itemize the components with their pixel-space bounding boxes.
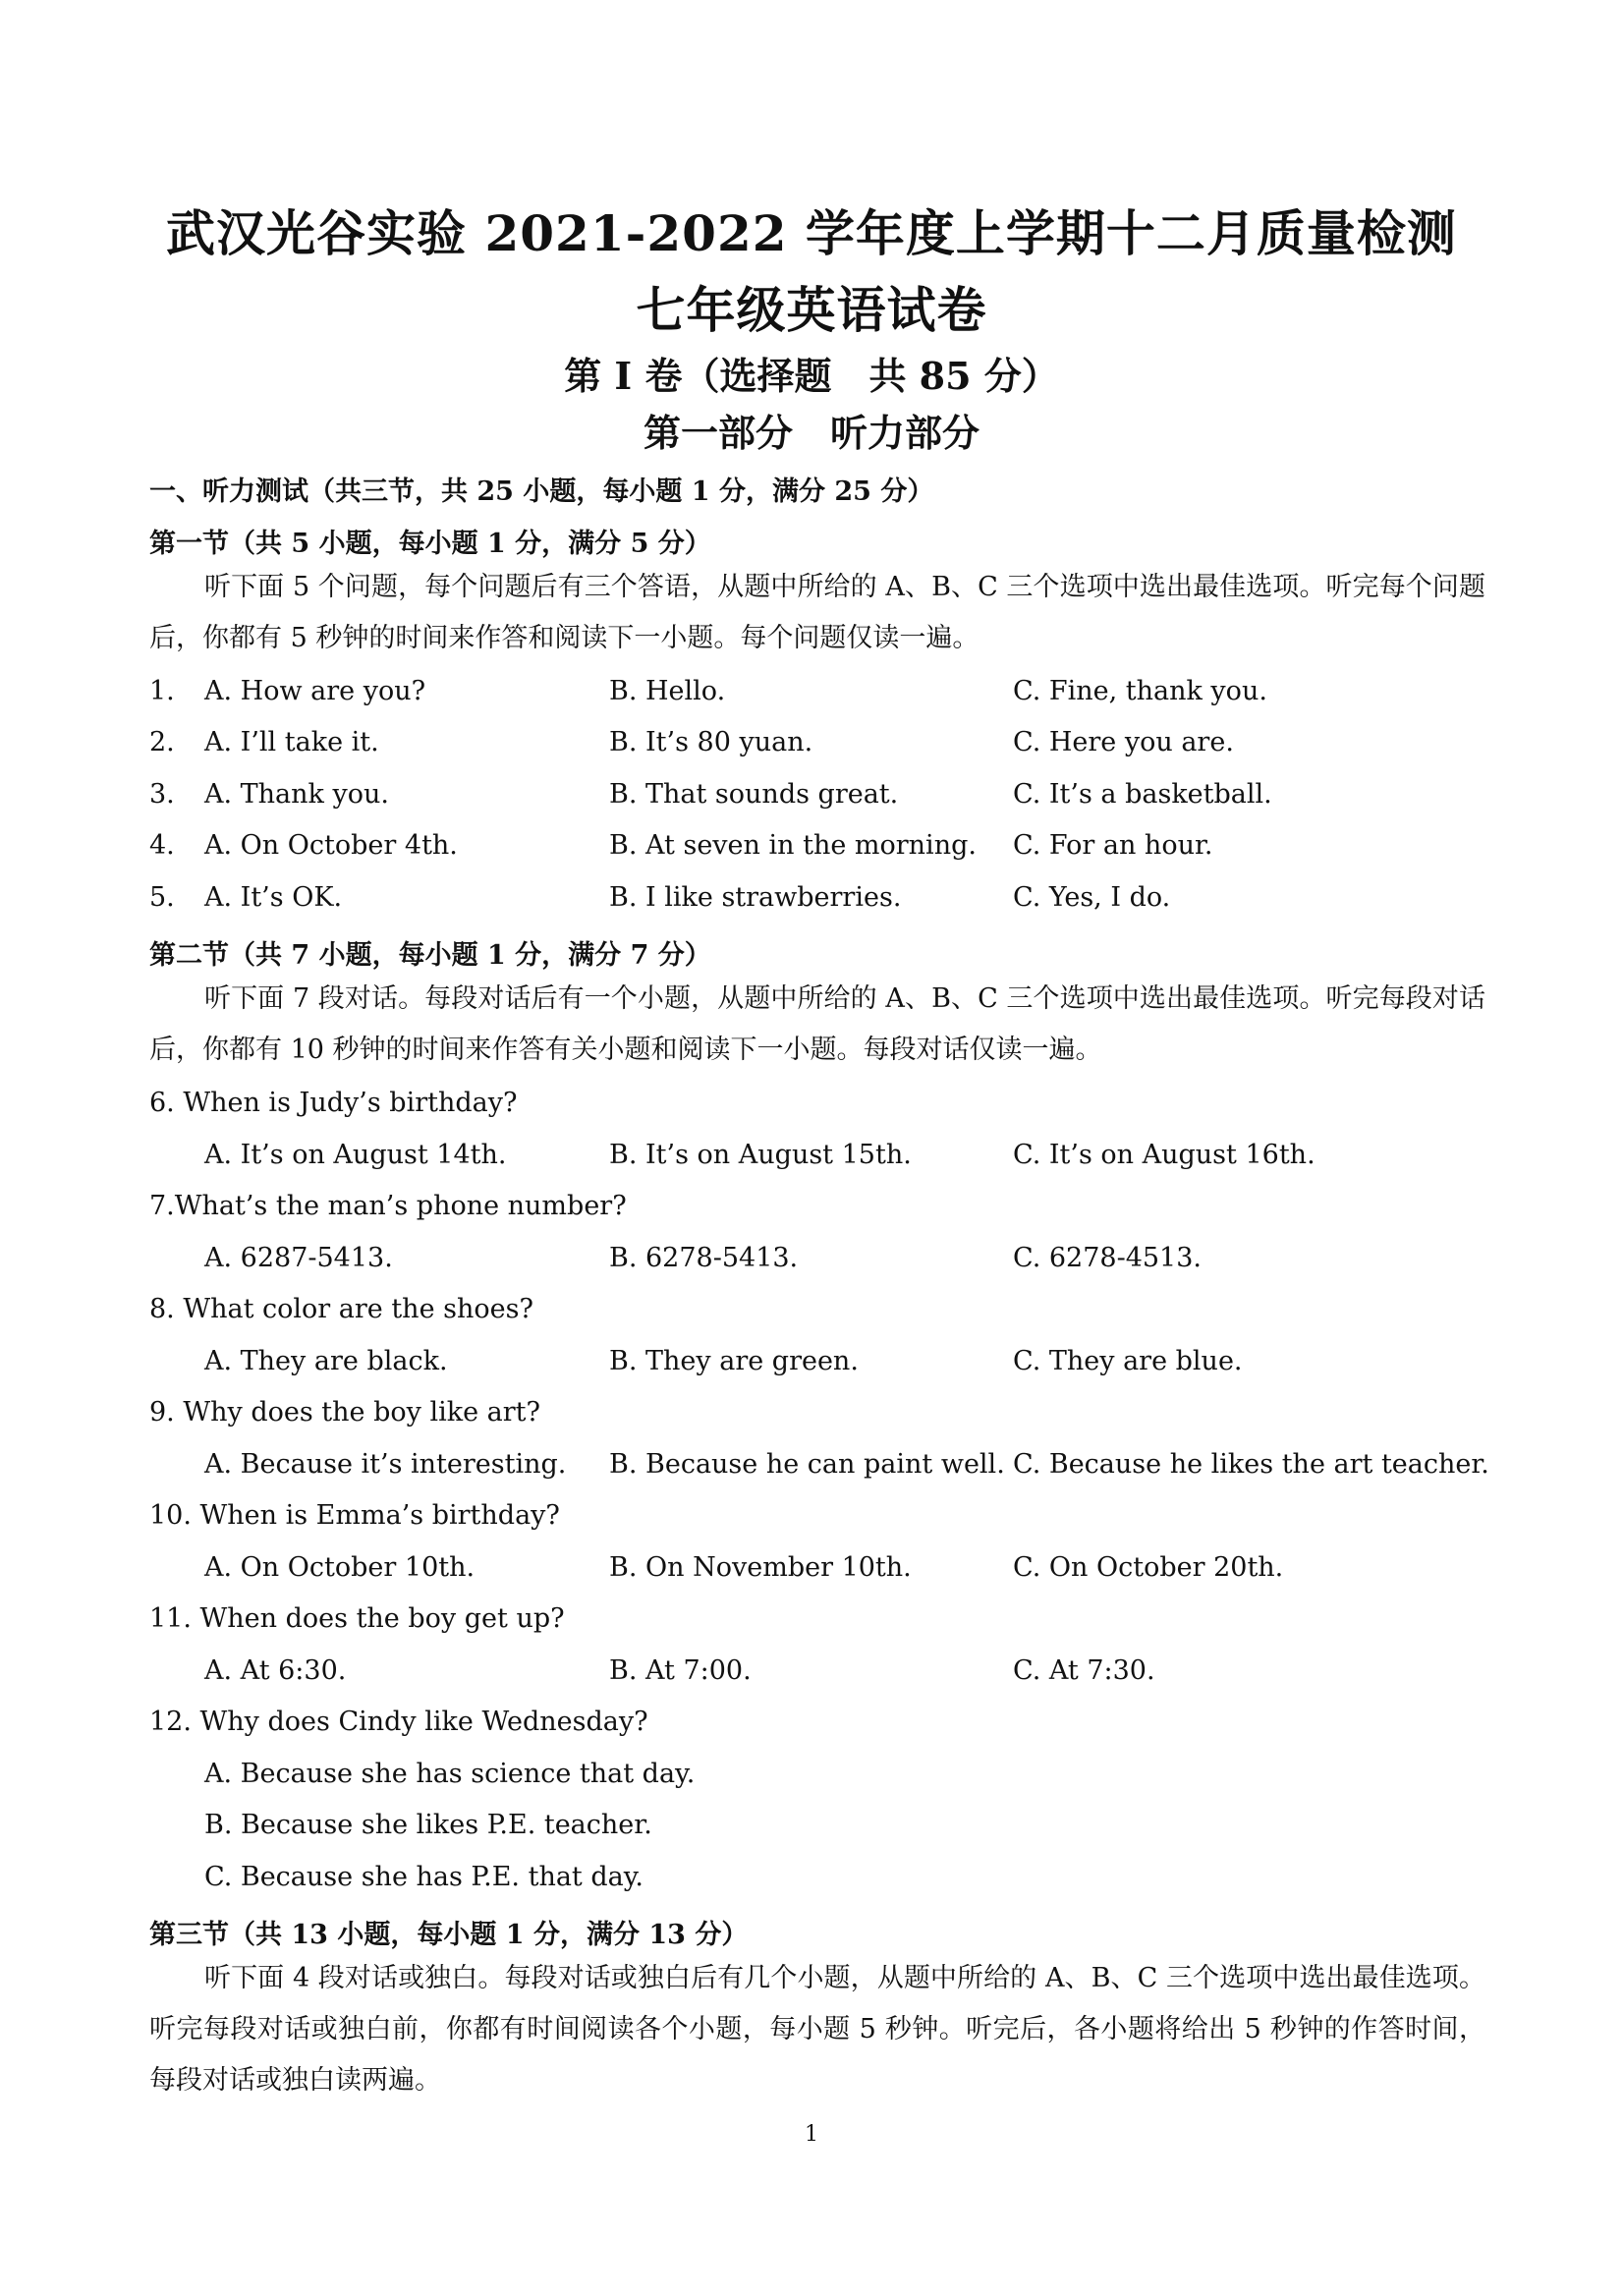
option-a: A. It’s OK. — [204, 882, 343, 913]
question-number: 2. — [149, 727, 175, 757]
option-b: B. It’s 80 yuan. — [609, 727, 813, 757]
page-number: 1 — [805, 2122, 818, 2147]
option-a: A. It’s on August 14th. — [204, 1140, 507, 1170]
option-c: C. 6278-4513. — [1013, 1243, 1202, 1273]
option-a: A. On October 10th. — [204, 1552, 476, 1583]
option-c: C. It’s on August 16th. — [1013, 1140, 1315, 1170]
section3-heading: 第三节（共 13 小题，每小题 1 分，满分 13 分） — [149, 1920, 749, 1950]
listening-test-heading: 一、听力测试（共三节，共 25 小题，每小题 1 分，满分 25 分） — [149, 476, 934, 507]
option-c: C. It’s a basketball. — [1013, 779, 1272, 810]
option-b: B. Hello. — [609, 676, 726, 706]
option-b: B. At seven in the morning. — [609, 830, 977, 861]
option-b: B. On November 10th. — [609, 1552, 912, 1583]
option-b: B. Because he can paint well. — [609, 1449, 1005, 1480]
option-c: C. Yes, I do. — [1013, 882, 1171, 913]
volume-title: 第 I 卷（选择题 共 85 分） — [564, 354, 1059, 398]
option-b: B. It’s on August 15th. — [609, 1140, 912, 1170]
question-text: 11. When does the boy get up? — [149, 1603, 565, 1634]
option-c: C. Because he likes the art teacher. — [1013, 1449, 1489, 1480]
option-a: A. How are you? — [204, 676, 426, 706]
option-c: C. Fine, thank you. — [1013, 676, 1267, 706]
question-text: 7.What’s the man’s phone number? — [149, 1191, 627, 1221]
exam-title: 武汉光谷实验 2021-2022 学年度上学期十二月质量检测 — [166, 204, 1457, 262]
option-a: A. I’ll take it. — [204, 727, 379, 757]
part-title: 第一部分 听力部分 — [643, 411, 979, 455]
option-a: A. 6287-5413. — [204, 1243, 393, 1273]
section3-instructions: 听下面 4 段对话或独白。每段对话或独白后有几个小题，从题中所给的 A、B、C 三个选项中选出最佳选项。听完每段对话或独白前，你都有时间阅读各个小题，每小题 5 秒钟。听完后，各小题将给出 5 秒钟的作答时间，每段对话或独白读两遍。 — [149, 1963, 1485, 2096]
exam-subtitle: 七年级英语试卷 — [636, 281, 987, 339]
section2-heading: 第二节（共 7 小题，每小题 1 分，满分 7 分） — [149, 940, 711, 971]
question-number: 3. — [149, 779, 175, 810]
option-b: B. 6278-5413. — [609, 1243, 799, 1273]
option-c: C. They are blue. — [1013, 1346, 1243, 1376]
question-number: 4. — [149, 830, 175, 861]
option-c: C. At 7:30. — [1013, 1655, 1155, 1686]
option-a: A. Because it’s interesting. — [204, 1449, 567, 1480]
question-text: 6. When is Judy’s birthday? — [149, 1088, 518, 1118]
question-text: 8. What color are the shoes? — [149, 1294, 533, 1324]
question-number: 1. — [149, 676, 175, 706]
section1-instructions: 听下面 5 个问题，每个问题后有三个答语，从题中所给的 A、B、C 三个选项中选出最佳选项。听完每个问题后，你都有 5 秒钟的时间来作答和阅读下一小题。每个问题仅读一遍。 — [149, 572, 1485, 653]
question-number: 5. — [149, 882, 175, 913]
question-text: 12. Why does Cindy like Wednesday? — [149, 1707, 648, 1737]
option-c: C. For an hour. — [1013, 830, 1213, 861]
option-c: C. On October 20th. — [1013, 1552, 1284, 1583]
question-text: 9. Why does the boy like art? — [149, 1397, 540, 1428]
option-b: B. Because she likes P.E. teacher. — [204, 1810, 652, 1840]
option-a: A. Because she has science that day. — [204, 1759, 696, 1789]
option-c: C. Because she has P.E. that day. — [204, 1862, 644, 1892]
section1-heading: 第一节（共 5 小题，每小题 1 分，满分 5 分） — [149, 529, 711, 559]
section2-instructions: 听下面 7 段对话。每段对话后有一个小题，从题中所给的 A、B、C 三个选项中选出最佳选项。听完每段对话后，你都有 10 秒钟的时间来作答有关小题和阅读下一小题。每段对话仅读一遍。 — [149, 983, 1485, 1065]
option-b: B. I like strawberries. — [609, 882, 902, 913]
option-a: A. Thank you. — [204, 779, 389, 810]
question-text: 10. When is Emma’s birthday? — [149, 1500, 560, 1531]
option-a: A. On October 4th. — [204, 830, 458, 861]
option-c: C. Here you are. — [1013, 727, 1234, 757]
option-b: B. They are green. — [609, 1346, 859, 1376]
option-b: B. That sounds great. — [609, 779, 899, 810]
option-a: A. At 6:30. — [204, 1655, 347, 1686]
option-a: A. They are black. — [204, 1346, 448, 1376]
option-b: B. At 7:00. — [609, 1655, 752, 1686]
